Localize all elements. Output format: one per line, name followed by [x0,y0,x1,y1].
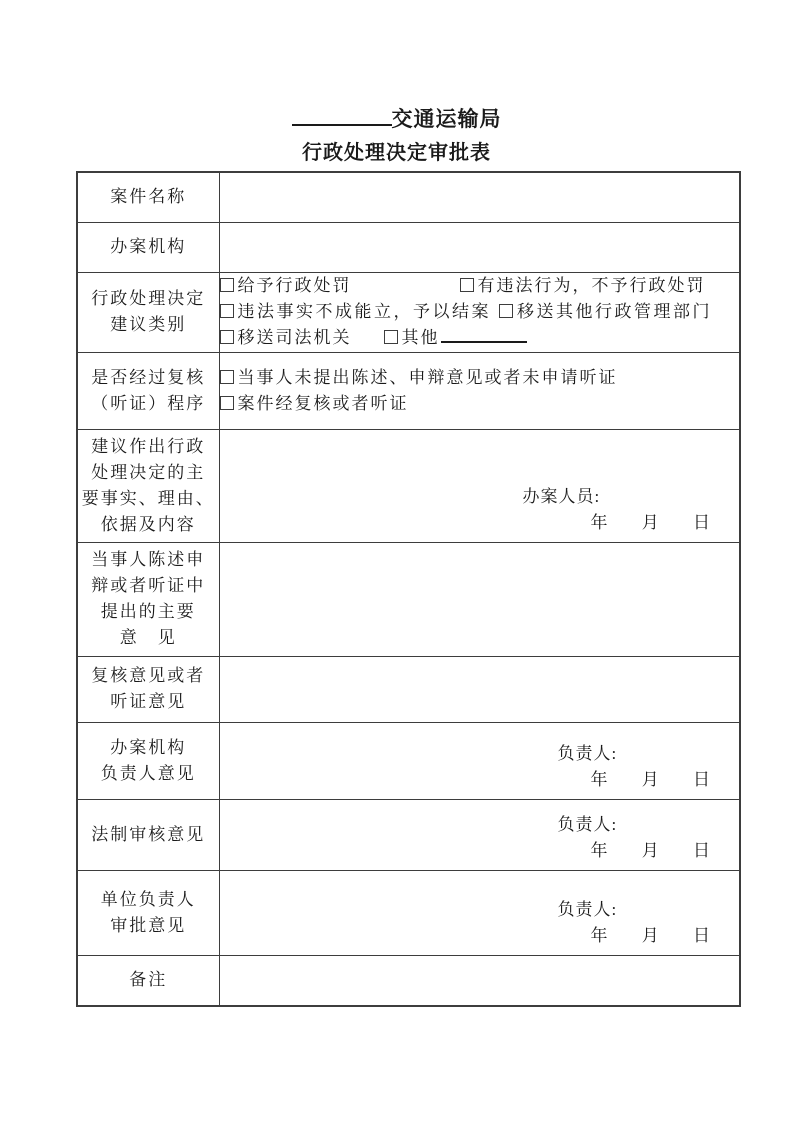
checkbox-icon[interactable] [220,370,234,384]
remarks-label: 备注 [77,955,219,1006]
table-row [77,955,740,1006]
decision-category-label-line1: 行政处理决定 [91,289,206,308]
option-label: 案件经复核或者听证 [237,393,409,413]
responsible-signature-label: 负责人: [557,899,618,919]
agency-input-cell[interactable] [219,222,740,272]
document-title-text: 交通运输局 [391,107,502,131]
signature-block [220,800,740,870]
table-row [77,272,740,352]
review-opinion-label-line2: 听证意见 [110,692,187,711]
table-row [77,656,740,722]
review-opinion-input-cell[interactable] [219,656,740,722]
option-transfer-admin[interactable] [499,299,712,325]
agency-head-opinion-input-cell[interactable] [219,722,740,799]
option-label: 有违法行为，不予行政处罚 [477,276,706,295]
remarks-input-cell[interactable] [219,955,740,1006]
facts-basis-label [77,429,219,542]
option-line [220,325,740,351]
agency-label: 办案机构 [77,222,219,272]
review-hearing-label [77,352,219,429]
agency-head-opinion-label-line2: 负责人意见 [100,763,196,783]
table-row [77,799,740,870]
facts-basis-input-cell[interactable] [219,429,740,542]
title-blank-underline [292,122,392,126]
agency-head-opinion-label [77,722,219,799]
legal-review-opinion-input-cell[interactable] [219,799,740,870]
unit-head-approval-label-line2: 审批意见 [110,915,187,935]
agency-head-opinion-label-line1: 办案机构 [110,737,187,757]
option-line [220,299,740,325]
decision-category-label-line2: 建议类别 [110,315,187,334]
party-statement-label-line3: 提出的主要 [100,602,196,621]
signature-block [220,723,740,799]
responsible-signature-label: 负责人: [557,743,618,763]
option-no-penalty[interactable] [460,273,706,299]
other-blank-line[interactable] [441,339,527,343]
decision-category-label [77,272,219,352]
unit-head-approval-label [77,870,219,955]
option-reviewed[interactable] [220,391,409,417]
signature-block [220,430,740,542]
party-statement-label-line1: 当事人陈述申 [91,550,206,569]
checkbox-icon[interactable] [460,278,474,292]
checkbox-icon[interactable] [220,396,234,410]
review-hearing-label-line1: 是否经过复核 [91,367,206,387]
document-title [0,107,793,131]
option-close-case[interactable] [220,299,492,325]
table-row [77,222,740,272]
review-hearing-label-line2: （听证）程序 [91,393,206,413]
facts-basis-label-line3: 要事实、理由、 [81,488,215,508]
option-line [220,365,740,391]
document-subtitle: 行政处理决定审批表 [302,142,491,164]
party-statement-label [77,542,219,656]
table-row [77,542,740,656]
option-line [220,273,740,299]
option-label: 给予行政处罚 [237,276,352,295]
option-no-statement[interactable] [220,365,618,391]
option-transfer-judicial[interactable] [220,325,384,351]
option-label: 移送司法机关 [237,328,352,347]
party-statement-input-cell[interactable] [219,542,740,656]
unit-head-approval-label-line1: 单位负责人 [100,889,196,909]
table-row [77,172,740,222]
review-opinion-label-line1: 复核意见或者 [91,666,206,685]
approval-form-table [76,171,741,1007]
responsible-signature-label: 负责人: [557,814,618,834]
party-statement-label-line4: 意 见 [119,628,177,647]
party-statement-label-line2: 辩或者听证中 [91,576,206,595]
table-row [77,352,740,429]
decision-category-options-cell [219,272,740,352]
date-line: 年 月 日 [590,512,711,532]
checkbox-icon[interactable] [220,278,234,292]
checkbox-icon[interactable] [220,330,234,344]
checkbox-icon[interactable] [220,304,234,318]
date-line: 年 月 日 [590,840,711,860]
option-other[interactable] [384,325,527,351]
checkbox-icon[interactable] [384,330,398,344]
legal-review-opinion-label: 法制审核意见 [77,799,219,870]
option-label: 其他 [401,328,440,347]
table-row [77,429,740,542]
case-name-input-cell[interactable] [219,172,740,222]
signature-block [220,871,740,955]
option-line [220,391,740,417]
table-row [77,722,740,799]
facts-basis-label-line1: 建议作出行政 [91,436,206,456]
date-line: 年 月 日 [590,769,711,789]
option-label: 移送其他行政管理部门 [517,302,712,321]
case-name-label: 案件名称 [77,172,219,222]
review-opinion-label [77,656,219,722]
date-line: 年 月 日 [590,925,711,945]
option-label: 违法事实不成能立，予以结案 [237,302,491,321]
table-row [77,870,740,955]
facts-basis-label-line4: 依据及内容 [100,514,196,534]
option-penalty[interactable] [220,273,460,299]
case-officer-signature-label: 办案人员: [522,486,601,506]
checkbox-icon[interactable] [499,304,513,318]
option-label: 当事人未提出陈述、申辩意见或者未申请听证 [237,367,618,387]
unit-head-approval-input-cell[interactable] [219,870,740,955]
facts-basis-label-line2: 处理决定的主 [91,462,206,482]
review-hearing-options-cell [219,352,740,429]
